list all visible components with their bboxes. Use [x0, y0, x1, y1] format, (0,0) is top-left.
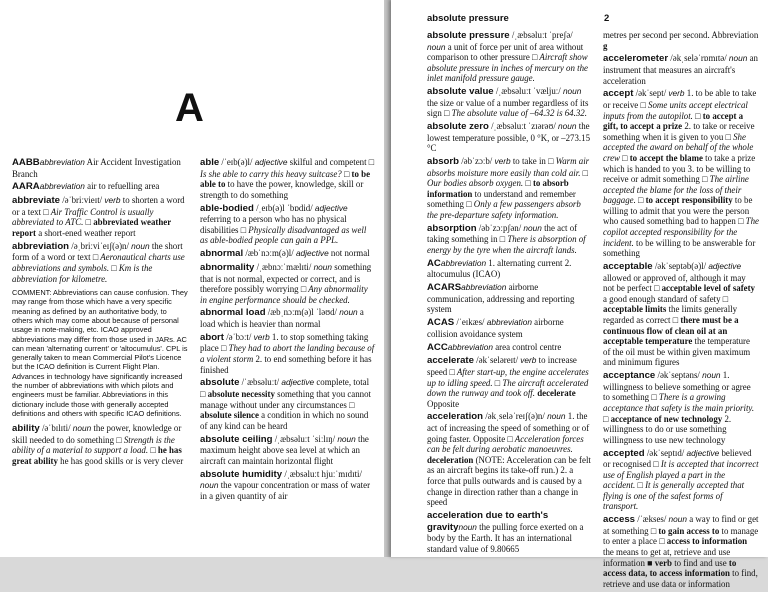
headword: acceptable	[603, 261, 653, 273]
entry-text: □ She accepted the award on behalf of the whole crew	[603, 131, 754, 163]
part-of-speech: noun	[72, 423, 92, 434]
headword: ability	[12, 423, 40, 435]
entry-text: (NOTE: Acceleration can be felt as an aircraft begins its take-off run.) 2. a force that pulls outwards and is caused by a change in direction rather than a change in speed	[427, 454, 591, 508]
dictionary-entry	[427, 411, 593, 507]
headword: acceleration due to earth's gravity	[427, 510, 549, 533]
pronunciation: /ˌæbsəluːt ˈpreʃə/	[509, 30, 573, 40]
entry-text: □ Any abnormality in engine performance should be checked.	[200, 284, 368, 305]
entry-text: decelerate	[534, 388, 576, 399]
entry-text: ■ verb	[644, 557, 672, 568]
dictionary-entry	[12, 157, 189, 179]
part-of-speech: adjective	[314, 202, 348, 213]
entry-text: □ After start-up, the engine accelerates up to idling speed. □ The aircraft accelerated down the runway and took off.	[427, 366, 589, 399]
dictionary-entry	[200, 307, 376, 329]
entry-text: a way to find or get at something	[603, 514, 759, 536]
headword: ACARS	[427, 282, 462, 294]
entry-text: □ to be able to	[200, 168, 371, 190]
entry-text: □ to absorb information	[427, 178, 569, 199]
entry-text: believed or recognised	[603, 447, 752, 470]
entry-text: to access data, to access information	[603, 557, 737, 579]
entry-text: 2. willingness to do or use something	[603, 413, 732, 435]
headword: absorb	[427, 156, 459, 168]
entry-text: skilful and competent	[287, 157, 367, 167]
dictionary-entry	[427, 156, 593, 221]
pronunciation: /əˈbɪlɪti/	[39, 423, 73, 434]
headword: ACC	[427, 341, 448, 353]
entry-text: the size or value of a number regardless of its sign	[427, 97, 589, 119]
entry-text: □ Warm air absorbs moisture more easily than cold air. □ Our bodies absorb oxygen.	[427, 156, 590, 189]
section-letter: A	[175, 86, 204, 130]
entry-text: □ Aeronautical charts use abbreviations and symbols. □ Km is the abbreviation for kilometre.	[12, 252, 185, 284]
entry-text: the short form of a word or text	[12, 240, 183, 263]
page-number: 2	[604, 13, 610, 24]
part-of-speech: verb	[668, 88, 685, 99]
pronunciation: /ˌæbsəluːt ˈsiːlɪŋ/	[272, 433, 338, 444]
pronunciation: /əkˈsept/	[633, 88, 669, 99]
headword: accept	[603, 88, 634, 100]
part-of-speech: adjective	[281, 377, 315, 388]
headword: absolute	[200, 377, 240, 389]
entry-text: referring to a person who has no physical disabilities	[200, 214, 347, 235]
entry-text: a short-ened weather report	[36, 227, 136, 238]
entry-text: the act of taking something in	[427, 222, 578, 245]
headword: AARA	[12, 181, 40, 193]
entry-text: allowed or approved of, although it may not be perfect	[603, 272, 746, 294]
entry-text: □ Is she able to carry this heavy suitcase?	[200, 157, 375, 179]
entry-text: the limits generally regarded as correct	[603, 304, 738, 325]
entry-text: □ Physically disadvantaged as well as able-bodied people can gain a PPL.	[200, 224, 367, 246]
entry-text: airborne collision avoidance system	[427, 317, 564, 339]
pronunciation: /ˈeɪb(ə)l/	[219, 157, 255, 167]
entry-text: □ acceptable level of safety	[651, 283, 755, 294]
headword: able-bodied	[200, 202, 254, 214]
entry-text: a load which is heavier than normal	[200, 307, 364, 330]
entry-text: □ to accept responsibility	[635, 195, 733, 206]
part-of-speech: noun	[702, 370, 721, 381]
entry-text: □ there must be a continuous flow of clean oil at an acceptable temperature	[603, 315, 739, 347]
dictionary-entry	[427, 282, 593, 315]
entry-text: Opposite	[427, 398, 460, 409]
entry-text: to understand and remember something	[427, 188, 576, 210]
entry-text: to take a prize which is handed to you 3. to be willing to receive or admit something	[603, 152, 756, 185]
headword: absolute humidity	[200, 468, 283, 480]
entry-text: □ to accept a gift, to accept a prize	[603, 110, 744, 132]
headword: absolute value	[427, 86, 494, 98]
entry-text: g	[603, 40, 608, 51]
entry-text: airborne communication, addressing and reporting system	[427, 282, 575, 315]
pronunciation: /əbˈzɔːb/	[459, 156, 495, 167]
part-of-speech: abbreviation	[39, 181, 85, 192]
dictionary-entry	[603, 370, 759, 445]
pronunciation: /ˌæbsəluːt ˈvæljuː/	[493, 86, 563, 97]
part-of-speech: noun	[339, 307, 358, 318]
pronunciation: /əkˌseləˈreɪʃ(ə)n/	[483, 411, 548, 422]
part-of-speech: noun	[200, 480, 219, 491]
headword: abort	[200, 331, 224, 343]
part-of-speech: noun	[728, 53, 748, 64]
part-of-speech: noun	[668, 514, 688, 525]
entry-text: 2. to take or receive something when it is given to you	[603, 121, 755, 142]
part-of-speech: abbreviation	[440, 257, 487, 268]
dictionary-entry	[200, 434, 376, 467]
entry-text: the pulling force exerted on a body by the Earth. It has an international standard value of 9.80665	[427, 521, 584, 554]
dictionary-entry	[200, 377, 376, 431]
entry-text: □ The airline accepted the blame for the loss of their baggage.	[603, 174, 749, 206]
left-page	[0, 0, 384, 557]
pronunciation: /ˈækses/	[635, 514, 669, 525]
part-of-speech: verb	[253, 331, 270, 342]
entry-text: to take in	[510, 156, 546, 167]
headword: abnormality	[200, 261, 255, 273]
entry-text: the vapour concentration or mass of water in a given quantity of air	[200, 480, 371, 501]
entry-text: a unit of force per unit of area without comparison to other pressure	[427, 41, 584, 63]
entry-text: a good enough standard of safety	[603, 293, 721, 304]
entry-text: 1. alternating current 2. altocumulus (ICAO)	[427, 257, 572, 280]
pronunciation: /əkˈseləreɪt/	[473, 355, 521, 366]
part-of-speech: verb	[104, 195, 121, 206]
entry-text: □ Aircraft show absolute pressure in inches of mercury on the inlet manifold pressure gauge.	[427, 52, 588, 84]
entry-text: □ to accept the blame	[619, 152, 703, 163]
left-column-2	[200, 157, 376, 504]
entry-text: □ The absolute value of –64.32 is 64.32.	[441, 108, 587, 119]
headword: absolute zero	[427, 121, 489, 133]
dictionary-entry	[427, 510, 593, 554]
entry-text: willingness to use new technology	[603, 434, 726, 445]
comment-note: COMMENT: Abbreviations can cause confusion. They may range from those which have a very specific meaning as defined by an authoritative body, to others which may come about because of personal usage in note-making, etc. ICAO approved abbreviations may differ from those used in JARs. AC can mean 'alternating current' or 'altocumulus'. CPL is generally taken to mean Commercial Pilot's Licence but the ICAO definition is Current Flight Plan. Advances in technology have significantly increased the number of abbreviations with which pilots and engineers must be familiar. Abbreviations in this dictionary include those with generally accepted definitions and others with specific ICAO definitions.	[12, 288, 188, 418]
entry-text: he has good skills or is very clever	[57, 456, 184, 467]
entry-text: something that is not normal, expected or correct, and is therefore possibly worrying	[200, 261, 372, 295]
headword: absolute ceiling	[200, 433, 273, 445]
entry-text: □ The copilot accepted responsibility for the incident.	[603, 216, 759, 248]
dictionary-entry	[603, 88, 759, 259]
part-of-speech: abbreviation	[447, 341, 494, 352]
right-column-2	[603, 30, 759, 592]
headword: accelerometer	[603, 53, 669, 65]
entry-text: □ Strength is the ability of a material to support a load.	[12, 434, 175, 456]
entry-text: 2. to end something before it has finished	[200, 354, 372, 375]
entry-text: □ Some units accept electrical inputs from the autopilot.	[603, 99, 748, 121]
dictionary-entry	[603, 448, 759, 513]
entry-text: □ acceptance of new technology	[603, 413, 723, 424]
headword: able	[200, 157, 220, 168]
entry-text: area control centre	[493, 341, 562, 352]
dictionary-entry	[603, 30, 759, 51]
entry-text: the maximum height above sea level at which an aircraft can maintain horizontal flight	[200, 433, 369, 466]
entry-text: □ access to information	[656, 536, 748, 547]
pronunciation: /ˌæbsəluːt hjuːˈmɪdɪti/	[282, 468, 362, 479]
entry-text: 1. the act of increasing the speed of something or of going faster. Opposite	[427, 411, 590, 444]
part-of-speech: noun	[131, 240, 150, 251]
part-of-speech: noun	[558, 121, 577, 132]
headword: abbreviate	[12, 195, 60, 207]
pronunciation: /əˈbɔːt/	[223, 331, 254, 342]
pronunciation: /əˌbriːviˈeɪʃ(ə)n/	[69, 240, 132, 251]
dictionary-entry	[200, 469, 376, 502]
part-of-speech: noun	[337, 433, 356, 444]
dictionary-entry	[12, 195, 189, 238]
part-of-speech: noun	[562, 86, 582, 97]
headword: AABB	[12, 157, 40, 168]
entry-text: air to refuelling area	[84, 181, 160, 192]
entry-text: to be willing to be answerable for something	[603, 237, 756, 259]
dictionary-entry	[427, 30, 593, 84]
pronunciation: /ˌæbnɔːˈmælɪti/	[254, 261, 314, 272]
dictionary-entry	[427, 121, 593, 154]
entry-text: complete, total	[314, 377, 370, 388]
entry-text: 1. to be able to take or receive	[603, 88, 757, 110]
headword: accepted	[603, 447, 645, 459]
headword: absorption	[427, 222, 477, 234]
entry-text: □ he has great ability	[12, 445, 182, 467]
entry-text: to shorten a word or a text	[12, 195, 185, 217]
entry-text: □ It is accepted that incorrect use of English played a part in the accident. □ It is generally accepted that flying is one of the safest forms of transport.	[603, 459, 759, 512]
headword: ACAS	[427, 317, 455, 329]
part-of-speech: verb	[494, 156, 511, 167]
headword: access	[603, 514, 636, 526]
part-of-speech: noun	[427, 41, 446, 52]
headword: acceleration	[427, 411, 483, 423]
entry-text: □ There is a growing acceptance that safety is the main priority.	[603, 392, 755, 413]
entry-text: Air Accident Investigation Branch	[12, 157, 181, 179]
dictionary-entry	[427, 342, 593, 354]
pronunciation: /ˌæbsəluːt ˈzɪərəʊ/	[488, 121, 559, 132]
part-of-speech: adjective	[254, 157, 288, 167]
dictionary-entry	[427, 317, 593, 339]
dictionary-entry	[427, 258, 593, 280]
dictionary-entry	[12, 181, 189, 193]
dictionary-entry	[427, 86, 593, 119]
headword: accelerate	[427, 355, 474, 367]
part-of-speech: noun	[547, 411, 566, 422]
entry-text: something that you cannot manage without under any circumstances	[200, 389, 372, 410]
entry-text: to find and use	[671, 557, 727, 568]
part-of-speech: adjective	[686, 447, 720, 458]
entry-text: not normal	[328, 248, 370, 259]
entry-text: the temperature of the oil must be within given maximum and minimum figures	[603, 336, 751, 368]
running-head: absolute pressure	[427, 13, 509, 24]
pronunciation: /əkˈseptəns/	[655, 370, 703, 381]
part-of-speech: abbreviation	[461, 282, 507, 293]
part-of-speech: noun	[313, 261, 333, 272]
dictionary-entry	[12, 241, 189, 284]
part-of-speech: adjective	[708, 261, 742, 272]
entry-text: to find, retrieve and use data or information	[603, 568, 758, 589]
entry-text: □ absolute necessity	[200, 389, 275, 399]
entry-text: □ absolute silence	[200, 399, 355, 421]
entry-text: 1. willingness to believe something or agree to something	[603, 370, 751, 403]
part-of-speech: verb	[520, 355, 537, 366]
part-of-speech: abbreviation	[486, 317, 532, 328]
entry-text: the power, knowledge or skill needed to do something	[12, 423, 182, 445]
entry-text: the means to get at, retrieve and use information	[603, 547, 731, 568]
entry-text: an instrument that measures an aircraft's acceleration	[603, 53, 758, 86]
entry-text: □ There is absorption of energy by the tyre when the aircraft lands.	[427, 234, 586, 256]
headword: absolute pressure	[427, 30, 510, 41]
right-column-1	[427, 30, 593, 557]
right-page	[391, 0, 768, 589]
part-of-speech: noun	[458, 521, 477, 532]
entry-text: □ Acceleration forces can be felt during aerobatic manoeuvres.	[427, 433, 584, 455]
part-of-speech: abbreviation	[39, 157, 85, 167]
entry-text: deceleration	[427, 454, 474, 465]
dictionary-entry	[603, 261, 759, 368]
pronunciation: /əkˈseptəb(ə)l/	[652, 261, 709, 272]
dictionary-entry	[603, 53, 759, 86]
dictionary-entry	[200, 332, 376, 375]
pronunciation: /ˈeɪkæs/	[454, 317, 487, 328]
entry-text: to be willing to admit that you were the person who caused something bad to happen	[603, 195, 753, 227]
pronunciation: /əˈbriːvieɪt/	[60, 195, 105, 206]
pronunciation: /əbˈzɔːpʃən/	[476, 222, 524, 233]
entry-text: to manage to enter a place	[603, 525, 759, 547]
pronunciation: /ˈæbsəluːt/	[239, 377, 282, 388]
entry-text: □ to gain access to	[648, 525, 720, 536]
dictionary-entry	[12, 423, 189, 466]
entry-text: □ acceptable limits	[603, 293, 729, 315]
book-gutter	[384, 0, 391, 557]
headword: abnormal load	[200, 307, 266, 319]
entry-text: to have the power, knowledge, skill or strength to do something	[200, 179, 364, 200]
pronunciation: /ˌeɪb(ə)l ˈbɒdid/	[253, 202, 315, 213]
part-of-speech: noun	[523, 222, 542, 233]
headword: acceptance	[603, 370, 656, 382]
headword: abnormal	[200, 248, 244, 260]
pronunciation: /əkˈseptɪd/	[644, 447, 687, 458]
entry-text: the lowest temperature possible, 0 °K, or –273.15 °C	[427, 121, 591, 154]
entry-text: metres per second per second. Abbreviation	[603, 30, 759, 40]
dictionary-entry	[427, 223, 593, 256]
entry-text: 1. to stop something taking place	[200, 331, 369, 354]
dictionary-entry	[200, 203, 376, 246]
pronunciation: /æbˌnɔːm(ə)l ˈləʊd/	[265, 307, 340, 318]
pronunciation: /æbˈnɔːm(ə)l/	[243, 248, 296, 259]
headword: AC	[427, 257, 441, 269]
dictionary-entry	[200, 157, 376, 200]
entry-text: □ Only a few passengers absorb the pre-departure safety information.	[427, 199, 581, 221]
pronunciation: /əkˌseləˈrɒmɪtə/	[668, 53, 729, 64]
dictionary-entry	[200, 262, 376, 305]
left-column-1	[12, 157, 189, 469]
headword: abbreviation	[12, 240, 70, 252]
entry-text: □ Air Traffic Control is usually abbreviated to ATC.	[12, 206, 154, 228]
entry-text: □ They had to abort the landing because of a violent storm	[200, 343, 375, 365]
part-of-speech: adjective	[295, 248, 329, 259]
entry-text: a condition in which no sound of any kind can be heard	[200, 410, 369, 431]
dictionary-entry	[427, 355, 593, 409]
dictionary-entry	[200, 248, 376, 260]
entry-text: □ abbreviated weather report	[12, 217, 172, 238]
dictionary-entry	[603, 514, 759, 589]
entry-text: to increase speed	[427, 355, 577, 377]
